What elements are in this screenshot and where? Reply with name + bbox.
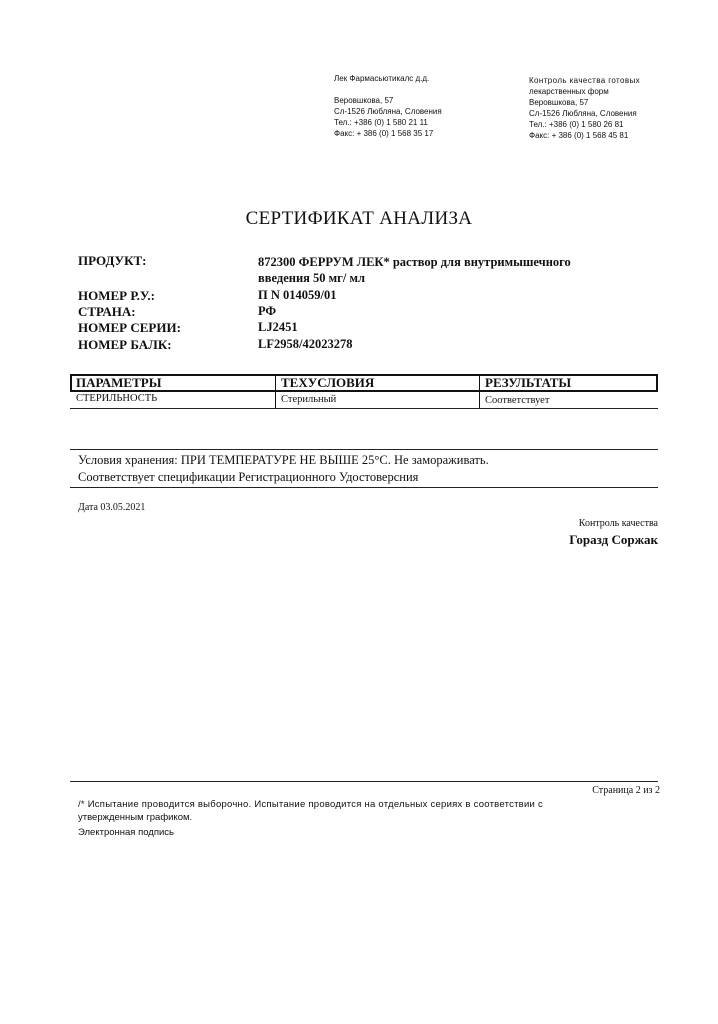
- qc-street: Веровшкова, 57: [529, 98, 589, 107]
- address-phone: Тел.: +386 (0) 1 580 21 11: [334, 118, 428, 127]
- table-cell: СТЕРИЛЬНОСТЬ: [76, 393, 158, 404]
- signatory-name: Горазд Соржак: [569, 532, 658, 547]
- table-cell: Соответствует: [485, 395, 550, 406]
- table-bottom-border: [70, 408, 658, 409]
- bulk-number-value: LF2958/42023278: [258, 337, 353, 351]
- document-date: Дата 03.05.2021: [78, 502, 146, 513]
- reg-number-label: НОМЕР Р.У.:: [78, 288, 155, 303]
- results-table: [70, 374, 658, 410]
- storage-conditions: Условия хранения: ПРИ ТЕМПЕРАТУРЕ НЕ ВЫШЕ 25°C. Не замораживать.: [78, 453, 489, 467]
- table-header-cell: ТЕХУСЛОВИЯ: [281, 375, 375, 390]
- document-title: СЕРТИФИКАТ АНАЛИЗА: [245, 208, 473, 229]
- signature-role: Контроль качества: [578, 518, 658, 529]
- table-column-divider: [479, 374, 480, 408]
- footer-divider: [70, 781, 658, 782]
- qc-fax: Факс: + 386 (0) 1 568 45 81: [529, 131, 629, 140]
- electronic-signature-label: Электронная подпись: [78, 827, 174, 838]
- specification-compliance: Соответствует спецификации Регистрационного Удостоверсния: [78, 470, 419, 484]
- qc-department-address: [529, 75, 640, 141]
- country-value: РФ: [258, 304, 277, 318]
- batch-number-label: НОМЕР СЕРИИ:: [78, 320, 181, 335]
- reg-number-value: П N 014059/01: [258, 288, 337, 302]
- product-value-line2: введения 50 мг/ мл: [258, 271, 365, 285]
- footnote-line2: утвержденным графиком.: [78, 812, 193, 823]
- divider-line: [70, 449, 658, 450]
- qc-dept-line1: Контроль качества готовых: [529, 76, 641, 85]
- product-label: ПРОДУКТ:: [78, 253, 147, 268]
- company-name: Лек Фармасьютикалс д.д.: [334, 74, 430, 83]
- footnote-line1: /* Испытание проводится выборочно. Испытание проводится на отдельных сериях в соответствии с: [78, 799, 543, 810]
- bulk-number-label: НОМЕР БАЛК:: [78, 337, 172, 352]
- address-city: Сл-1526 Любляна, Словения: [334, 107, 442, 116]
- product-value-line1: 872300 ФЕРРУМ ЛЕК* раствор для внутримышечного: [258, 255, 571, 269]
- qc-city: Сл-1526 Любляна, Словения: [529, 109, 637, 118]
- country-label: СТРАНА:: [78, 304, 136, 319]
- qc-phone: Тел.: +386 (0) 1 580 26 81: [529, 120, 624, 129]
- address-street: Веровшкова, 57: [334, 96, 394, 105]
- divider-line: [70, 487, 658, 488]
- address-fax: Факс: + 386 (0) 1 568 35 17: [334, 129, 434, 138]
- table-column-divider: [275, 374, 276, 408]
- table-header-cell: РЕЗУЛЬТАТЫ: [485, 375, 572, 390]
- table-cell: Стерильный: [281, 394, 337, 405]
- batch-number-value: LJ2451: [258, 320, 298, 334]
- qc-dept-line2: лекарственных форм: [529, 87, 609, 96]
- sender-address: [334, 73, 442, 139]
- page-number: Страница 2 из 2: [592, 785, 660, 796]
- table-header-cell: ПАРАМЕТРЫ: [76, 375, 162, 390]
